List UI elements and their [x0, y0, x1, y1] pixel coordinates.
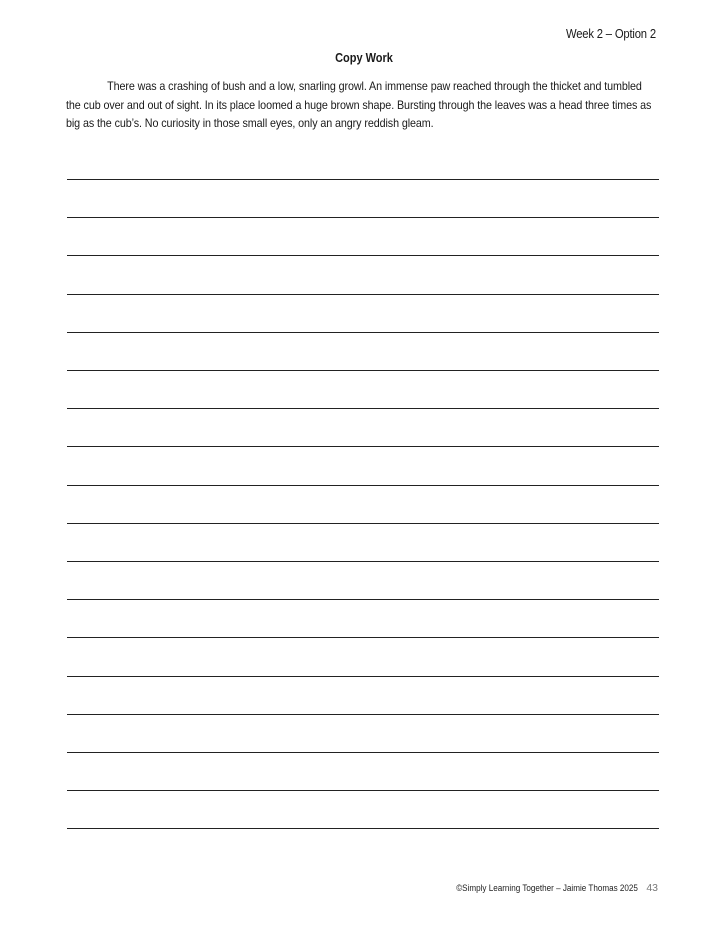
page-title: Copy Work — [335, 51, 393, 65]
writing-line — [67, 714, 659, 715]
footer — [436, 882, 658, 894]
writing-line — [67, 332, 659, 333]
writing-line — [67, 294, 659, 295]
writing-line — [67, 676, 659, 677]
writing-line — [67, 599, 659, 600]
writing-line — [67, 255, 659, 256]
copy-passage: There was a crashing of bush and a low, snarling growl. An immense paw reached through the thicket and tumbled the cub over and out of sight. In its place loomed a huge brown shape. Bursting through the leaves was a head three times as big as the cub’s. No curiosity in those small eyes, only an angry reddish gleam. — [66, 79, 652, 130]
writing-line — [67, 217, 659, 218]
writing-line — [67, 828, 659, 829]
week-option-label: Week 2 – Option 2 — [566, 27, 656, 41]
writing-line — [67, 446, 659, 447]
copyright-notice: ©Simply Learning Together – Jaimie Thomas 2025 — [456, 883, 639, 893]
writing-line — [67, 752, 659, 753]
writing-line — [67, 637, 659, 638]
writing-line — [67, 408, 659, 409]
writing-line — [67, 790, 659, 791]
writing-line — [67, 561, 659, 562]
writing-line — [67, 370, 659, 371]
page-number: 43 — [646, 882, 658, 894]
writing-line — [67, 179, 659, 180]
writing-line — [67, 523, 659, 524]
writing-line — [67, 485, 659, 486]
